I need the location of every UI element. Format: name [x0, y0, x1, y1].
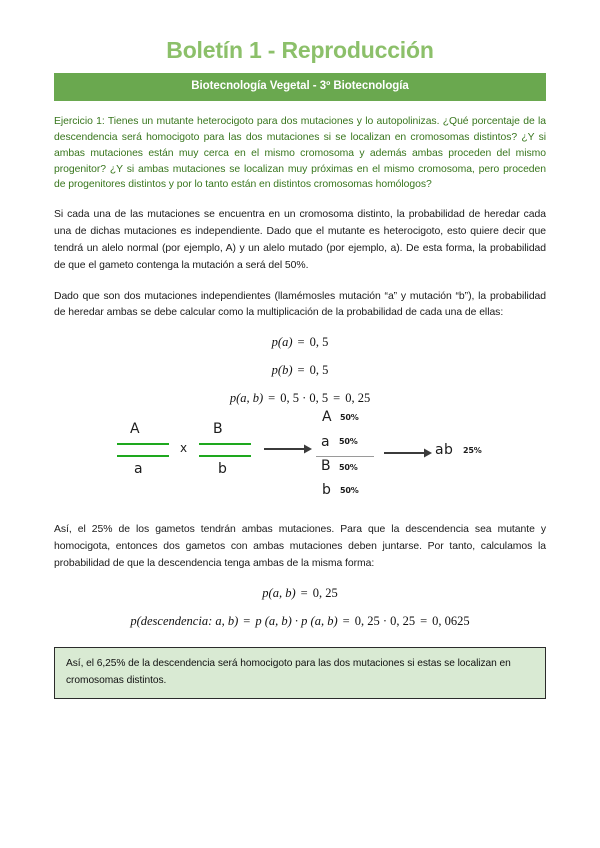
arrow-right-icon-1 — [264, 443, 312, 455]
diagram-gamete-0-pct: 50% — [340, 413, 359, 423]
equation-p-ab — [54, 391, 546, 406]
diagram-gamete-3-label: b — [322, 482, 332, 499]
equation-4-lhs-p: p — [262, 585, 269, 600]
equation-5-equals-2: = — [342, 613, 350, 628]
equation-2-lhs-p: p — [271, 363, 278, 378]
equation-1-lhs-p: p — [271, 335, 278, 350]
genetics-cross-diagram — [54, 409, 546, 508]
equation-p-a — [54, 335, 546, 350]
equation-5-lhs-p: p — [130, 613, 137, 628]
paragraph-2: Dado que son dos mutaciones independientes (llamémosles mutación “a” y mutación “b”), la probabilidad de heredar ambas se debe calcular como la multiplicación de la probabilidad de cada una de ellas: — [54, 290, 546, 319]
diagram-gamete-3-pct: 50% — [340, 486, 359, 496]
chromosome-line-1a — [117, 443, 169, 445]
diagram-gamete-1-label: a — [321, 434, 330, 451]
equation-3-lhs-arg: (a, b) — [236, 391, 264, 406]
diagram-parent1-bottom-allele: a — [134, 461, 143, 478]
equation-5-equals-3: = — [420, 613, 428, 628]
equation-3-equals: = — [268, 391, 276, 406]
equation-p-b — [54, 363, 546, 378]
equation-3-rhs: 0, 25 — [345, 391, 371, 406]
equation-1-equals: = — [297, 335, 305, 350]
equation-2-lhs-arg: (b) — [277, 363, 293, 378]
diagram-result-label: ab — [435, 442, 454, 459]
equation-3-equals-2: = — [333, 391, 341, 406]
equation-p-ab-2 — [54, 586, 546, 601]
chromosome-line-2a — [199, 443, 251, 445]
diagram-gamete-0-label: A — [322, 409, 332, 426]
subtitle-bar: Biotecnología Vegetal - 3º Biotecnología — [54, 73, 546, 101]
equation-p-descendencia — [54, 614, 546, 629]
equation-2-equals: = — [297, 363, 305, 378]
diagram-parent2-top-allele: B — [213, 421, 224, 438]
equation-5-rhs: 0, 0625 — [432, 613, 470, 628]
paragraph-1: Si cada una de las mutaciones se encuentra en un cromosoma distinto, la probabilidad de heredar cada una de dichas mutaciones es independiente. Dado que el mutante es heterocigoto, esto quiere decir que tendrá un alelo normal (por ejemplo, A) y un alelo mutado (por ejemplo, a). De esta forma, la probabilidad de que el gameto contenga la mutación a será del 50%. — [54, 209, 546, 271]
gamete-divider-line — [316, 456, 374, 457]
diagram-gamete-1-pct: 50% — [339, 437, 358, 447]
chromosome-line-2b — [199, 455, 251, 457]
equation-4-lhs-arg: (a, b) — [268, 585, 296, 600]
equation-5-lhs-arg: (descendencia: a, b) — [136, 613, 239, 628]
equation-1-lhs-arg: (a) — [277, 335, 293, 350]
arrow-right-icon-2 — [384, 447, 432, 459]
equation-5-equals: = — [243, 613, 251, 628]
diagram-parent1-top-allele: A — [130, 421, 140, 438]
equation-3-lhs-p: p — [229, 391, 237, 406]
diagram-result-pct: 25% — [463, 446, 482, 456]
equation-3-mid: 0, 5 · 0, 5 — [280, 391, 329, 406]
equation-2-rhs: 0, 5 — [309, 363, 329, 378]
chromosome-line-1b — [117, 455, 169, 457]
diagram-parent2-bottom-allele: b — [218, 461, 228, 478]
diagram-gamete-2-pct: 50% — [339, 463, 358, 473]
equation-5-mid-2: 0, 25 · 0, 25 — [354, 613, 416, 628]
diagram-cross-symbol: x — [180, 441, 188, 456]
equation-1-rhs: 0, 5 — [309, 335, 329, 350]
equation-5-mid: p (a, b) · p (a, b) — [255, 613, 338, 628]
equation-4-rhs: 0, 25 — [312, 585, 338, 600]
conclusion-box: Así, el 6,25% de la descendencia será homocigoto para las dos mutaciones si estas se localizan en cromosomas distintos. — [54, 647, 546, 700]
exercise-statement: Ejercicio 1: Tienes un mutante heterocigoto para dos mutaciones y lo autopolinizas. ¿Qué porcentaje de la descendencia será homocigoto para las dos mutaciones si se localizan en cromosomas distintos? ¿Y si ambas mutaciones están muy cerca en el mismo cromosoma y además ambas proceden del mismo progenitor? ¿Y si ambas mutaciones se localizan muy próximas en el mismo cromosoma, pero proceden de progenitores distintos y por lo tanto están en distintos cromosomas homólogos? — [54, 116, 546, 191]
diagram-gamete-2-label: B — [321, 458, 332, 475]
equation-4-equals: = — [300, 585, 308, 600]
page-title: Boletín 1 - Reproducción — [166, 37, 434, 63]
paragraph-3: Así, el 25% de los gametos tendrán ambas mutaciones. Para que la descendencia sea mutante y homocigota, entonces dos gametos con ambas mutaciones deben juntarse. Por tanto, calculamos la probabilidad de que la descendencia tenga ambas de la misma forma: — [54, 524, 546, 569]
